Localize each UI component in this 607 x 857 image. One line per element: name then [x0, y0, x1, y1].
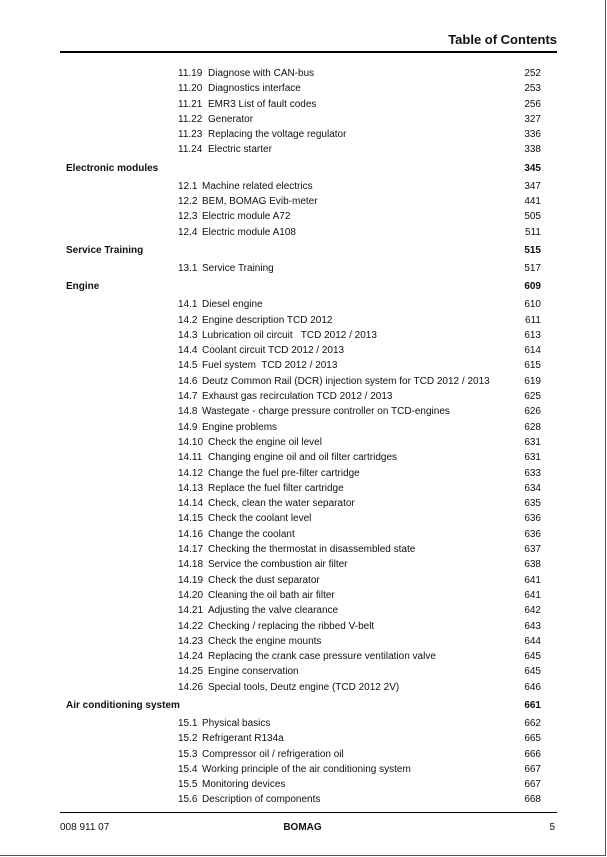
toc-entry-text: Machine related electrics [202, 180, 313, 192]
toc-page-number: 645 [524, 651, 541, 663]
toc-entry-text: Check the engine oil level [208, 436, 322, 448]
toc-page-number: 642 [524, 605, 541, 617]
toc-entry[interactable] [66, 391, 557, 406]
toc-entry-title: 15.6 [178, 794, 198, 806]
toc-page-number: 644 [524, 635, 541, 647]
toc-entry-title: 11.19 [178, 68, 203, 79]
toc-entry-title: 14.18 [178, 559, 204, 571]
toc-entry-title: 14.11 [178, 452, 203, 464]
toc-page-number: 515 [524, 244, 541, 256]
toc-entry-text: Refrigerant R134a [202, 733, 284, 745]
toc-page-number: 609 [524, 281, 541, 293]
toc-entry-title: 14.13 [178, 482, 204, 494]
toc-entry-text: EMR3 List of fault codes [208, 98, 317, 110]
toc-section-heading[interactable] [66, 281, 557, 297]
toc-entry-text: Check, clean the water separator [208, 498, 355, 510]
toc-page-number: 641 [524, 574, 541, 586]
toc-entry[interactable] [66, 575, 557, 590]
toc-entry-title: 14.21 [178, 605, 204, 617]
toc-entry-text: Electric module A108 [202, 226, 296, 238]
toc-entry-text: Wastegate - charge pressure controller on TCD-engines [202, 406, 450, 418]
toc-page-number: 643 [524, 620, 541, 632]
toc-entry-title: 11.20 [178, 83, 203, 95]
toc-page-number: 631 [524, 452, 541, 464]
toc-entry-title: 12.4 [178, 226, 198, 238]
toc-page-number: 327 [524, 113, 541, 125]
toc-entry-title: 15.4 [178, 763, 198, 775]
toc-entry[interactable] [66, 315, 557, 330]
toc-page-number: 668 [524, 794, 541, 806]
toc-page-number: 338 [524, 144, 541, 156]
toc-entry[interactable] [66, 376, 557, 391]
toc-section-title: Engine [66, 281, 100, 293]
toc-entry[interactable] [66, 144, 557, 159]
toc-entry-title: 15.5 [178, 779, 198, 791]
toc-entry[interactable] [66, 129, 557, 144]
toc-entry-text: Checking / replacing the ribbed V-belt [208, 620, 375, 632]
toc-page-number: 636 [524, 513, 541, 525]
toc-entry-text: Lubrication oil circuit TCD 2012 / 2013 [202, 329, 377, 341]
toc-entry[interactable] [66, 468, 557, 483]
toc-page-number: 252 [524, 68, 541, 79]
toc-entry[interactable] [66, 718, 557, 733]
toc-page-number: 636 [524, 528, 541, 540]
toc-entry-text: Special tools, Deutz engine (TCD 2012 2V) [208, 681, 400, 693]
toc-entry-title: 14.20 [178, 589, 204, 601]
toc-page-number: 619 [524, 375, 541, 387]
toc-entry-text: Adjusting the valve clearance [208, 605, 339, 617]
toc-entry-title: 14.5 [178, 360, 198, 372]
toc-section-heading[interactable] [66, 245, 557, 261]
toc-entry[interactable] [66, 636, 557, 651]
toc-entry[interactable] [66, 83, 557, 98]
toc-entry[interactable] [66, 406, 557, 421]
toc-entry-text: Generator [208, 113, 254, 125]
toc-page-number: 662 [524, 717, 541, 729]
toc-section-heading[interactable] [66, 700, 557, 716]
toc-entry-text: Working principle of the air conditioning system [202, 763, 411, 775]
toc-page-number: 635 [524, 498, 541, 510]
toc-page-number: 634 [524, 482, 541, 494]
toc-entry[interactable] [66, 422, 557, 437]
toc-entry-title: 14.3 [178, 329, 198, 341]
toc-entry-title: 14.25 [178, 666, 204, 678]
toc-page-number: 665 [524, 733, 541, 745]
toc-entry-text: Check the dust separator [208, 574, 320, 586]
toc-entry-text: Change the fuel pre-filter cartridge [208, 467, 360, 479]
toc-entry-title: 11.21 [178, 98, 203, 110]
toc-entry-text: Diagnostics interface [208, 83, 301, 95]
toc-page-number: 613 [524, 329, 541, 341]
toc-page-number: 347 [524, 180, 541, 192]
toc-page-number: 666 [524, 748, 541, 760]
toc-entry[interactable] [66, 99, 557, 114]
toc-page-number: 441 [524, 196, 541, 208]
toc-entry[interactable] [66, 330, 557, 345]
toc-page-number: 336 [524, 129, 541, 141]
toc-entry[interactable] [66, 299, 557, 314]
toc-entry-text: Electric module A72 [202, 211, 291, 223]
toc-entry-text: Diesel engine [202, 299, 263, 311]
toc-entry-title: 14.16 [178, 528, 204, 540]
toc-entry-text: Check the engine mounts [208, 635, 322, 647]
toc-section-title: Air conditioning system [66, 699, 180, 711]
toc-page-number: 667 [524, 763, 541, 775]
toc-entry-text: Electric starter [208, 144, 272, 156]
toc-entry-text: Compressor oil / refrigeration oil [202, 748, 344, 760]
toc-entry[interactable] [66, 749, 557, 764]
toc-entry-title: 11.23 [178, 129, 203, 141]
toc-entry[interactable] [66, 437, 557, 452]
toc-entry-title: 15.1 [178, 717, 198, 729]
page-header-title: Table of Contents [448, 32, 557, 47]
toc-entry[interactable] [66, 559, 557, 574]
toc-entry-text: Replacing the voltage regulator [208, 129, 347, 141]
toc-entry-text: Engine conservation [208, 666, 299, 678]
toc-entry-text: Fuel system TCD 2012 / 2013 [202, 360, 338, 372]
toc-page-number: 517 [524, 262, 541, 274]
toc-entry-title: 14.22 [178, 620, 204, 632]
toc-entry[interactable] [66, 605, 557, 620]
footer-brand: BOMAG [283, 822, 322, 833]
toc-entry-title: 14.17 [178, 544, 204, 556]
toc-entry-text: Deutz Common Rail (DCR) injection system for TCD 2012 / 2013 [202, 375, 490, 387]
toc-entry-title: 14.14 [178, 498, 204, 510]
toc-entry-title: 12.3 [178, 211, 198, 223]
toc-entry[interactable] [66, 227, 557, 242]
toc-entry-text: BEM, BOMAG Evib-meter [202, 196, 318, 208]
toc-entry[interactable] [66, 764, 557, 779]
toc-entry[interactable] [66, 590, 557, 605]
toc-page-number: 256 [524, 98, 541, 110]
toc-page-number: 614 [524, 345, 541, 357]
toc-entry[interactable] [66, 196, 557, 211]
toc-entry[interactable] [66, 114, 557, 129]
table-of-contents [66, 68, 557, 810]
toc-entry-text: Engine description TCD 2012 [202, 314, 333, 326]
toc-entry-title: 14.24 [178, 651, 204, 663]
toc-entry-text: Replacing the crank case pressure ventilation valve [208, 651, 436, 663]
footer-document-number: 008 911 07 [60, 822, 110, 833]
toc-page-number: 637 [524, 544, 541, 556]
toc-entry[interactable] [66, 211, 557, 226]
toc-entry[interactable] [66, 513, 557, 528]
toc-entry[interactable] [66, 682, 557, 697]
toc-entry[interactable] [66, 733, 557, 748]
toc-entry[interactable] [66, 483, 557, 498]
toc-entry-text: Coolant circuit TCD 2012 / 2013 [202, 345, 345, 357]
toc-section-title: Electronic modules [66, 162, 159, 174]
toc-page-number: 641 [524, 589, 541, 601]
toc-page-number: 667 [524, 779, 541, 791]
toc-page-number: 611 [525, 314, 541, 326]
toc-page-number: 631 [524, 436, 541, 448]
toc-entry[interactable] [66, 779, 557, 794]
toc-entry-text: Change the coolant [208, 528, 295, 540]
toc-entry-title: 14.7 [178, 391, 198, 403]
toc-entry-title: 14.8 [178, 406, 198, 418]
toc-entry-title: 14.12 [178, 467, 204, 479]
toc-entry-text: Check the coolant level [208, 513, 312, 525]
toc-entry-title: 14.23 [178, 635, 204, 647]
toc-entry-title: 14.19 [178, 574, 204, 586]
toc-entry-title: 14.10 [178, 436, 204, 448]
toc-page-number: 646 [524, 681, 541, 693]
toc-entry-text: Exhaust gas recirculation TCD 2012 / 2013 [202, 391, 393, 403]
toc-entry-title: 14.4 [178, 345, 198, 357]
toc-entry-text: Monitoring devices [202, 779, 286, 791]
toc-entry[interactable] [66, 345, 557, 360]
toc-entry[interactable] [66, 452, 557, 467]
toc-page-number: 645 [524, 666, 541, 678]
toc-page-number: 626 [524, 406, 541, 418]
toc-entry-title: 14.1 [178, 299, 198, 311]
toc-entry[interactable] [66, 621, 557, 636]
toc-entry[interactable] [66, 529, 557, 544]
toc-entry-title: 14.26 [178, 681, 204, 693]
toc-entry-title: 12.2 [178, 196, 198, 208]
toc-entry[interactable] [66, 498, 557, 513]
toc-entry-text: Service Training [202, 262, 274, 274]
toc-section-heading[interactable] [66, 163, 557, 179]
toc-entry-title: 14.6 [178, 375, 198, 387]
toc-entry-title: 12.1 [178, 180, 198, 192]
toc-page-number: 610 [524, 299, 541, 311]
toc-entry[interactable] [66, 794, 557, 809]
toc-entry[interactable] [66, 651, 557, 666]
toc-page-number: 615 [524, 360, 541, 372]
toc-section-title: Service Training [66, 244, 144, 256]
toc-entry-title: 13.1 [178, 262, 198, 274]
toc-entry-title: 14.2 [178, 314, 198, 326]
toc-entry-text: Cleaning the oil bath air filter [208, 589, 335, 601]
toc-entry-title: 15.3 [178, 748, 198, 760]
toc-page-number: 661 [524, 699, 541, 711]
toc-entry-text: Description of components [202, 794, 321, 806]
toc-entry[interactable] [66, 544, 557, 559]
toc-entry-text: Physical basics [202, 717, 271, 729]
toc-entry[interactable] [66, 263, 557, 278]
toc-page-number: 345 [524, 162, 541, 174]
toc-entry-title: 14.9 [178, 421, 198, 433]
header-divider [60, 51, 557, 53]
toc-page-number: 505 [524, 211, 541, 223]
toc-entry-text: Checking the thermostat in disassembled state [208, 544, 416, 556]
toc-page-number: 628 [524, 421, 541, 433]
toc-entry[interactable] [66, 68, 557, 83]
toc-entry-text: Replace the fuel filter cartridge [208, 482, 344, 494]
toc-page-number: 511 [525, 226, 541, 238]
toc-entry[interactable] [66, 666, 557, 681]
toc-entry-title: 15.2 [178, 733, 198, 745]
toc-entry-text: Service the combustion air filter [208, 559, 348, 571]
toc-entry-text: Changing engine oil and oil filter cartridges [208, 452, 398, 464]
toc-entry-text: Engine problems [202, 421, 278, 433]
toc-entry-title: 14.15 [178, 513, 204, 525]
toc-entry-title: 11.22 [178, 113, 203, 125]
toc-entry-title: 11.24 [178, 144, 203, 156]
footer-page-number: 5 [549, 822, 555, 833]
toc-page-number: 253 [524, 83, 541, 95]
toc-page-number: 625 [524, 391, 541, 403]
footer-divider [60, 812, 557, 813]
toc-entry-text: Diagnose with CAN-bus [208, 68, 315, 79]
toc-entry[interactable] [66, 181, 557, 196]
toc-page-number: 638 [524, 559, 541, 571]
toc-entry[interactable] [66, 360, 557, 375]
toc-page-number: 633 [524, 467, 541, 479]
